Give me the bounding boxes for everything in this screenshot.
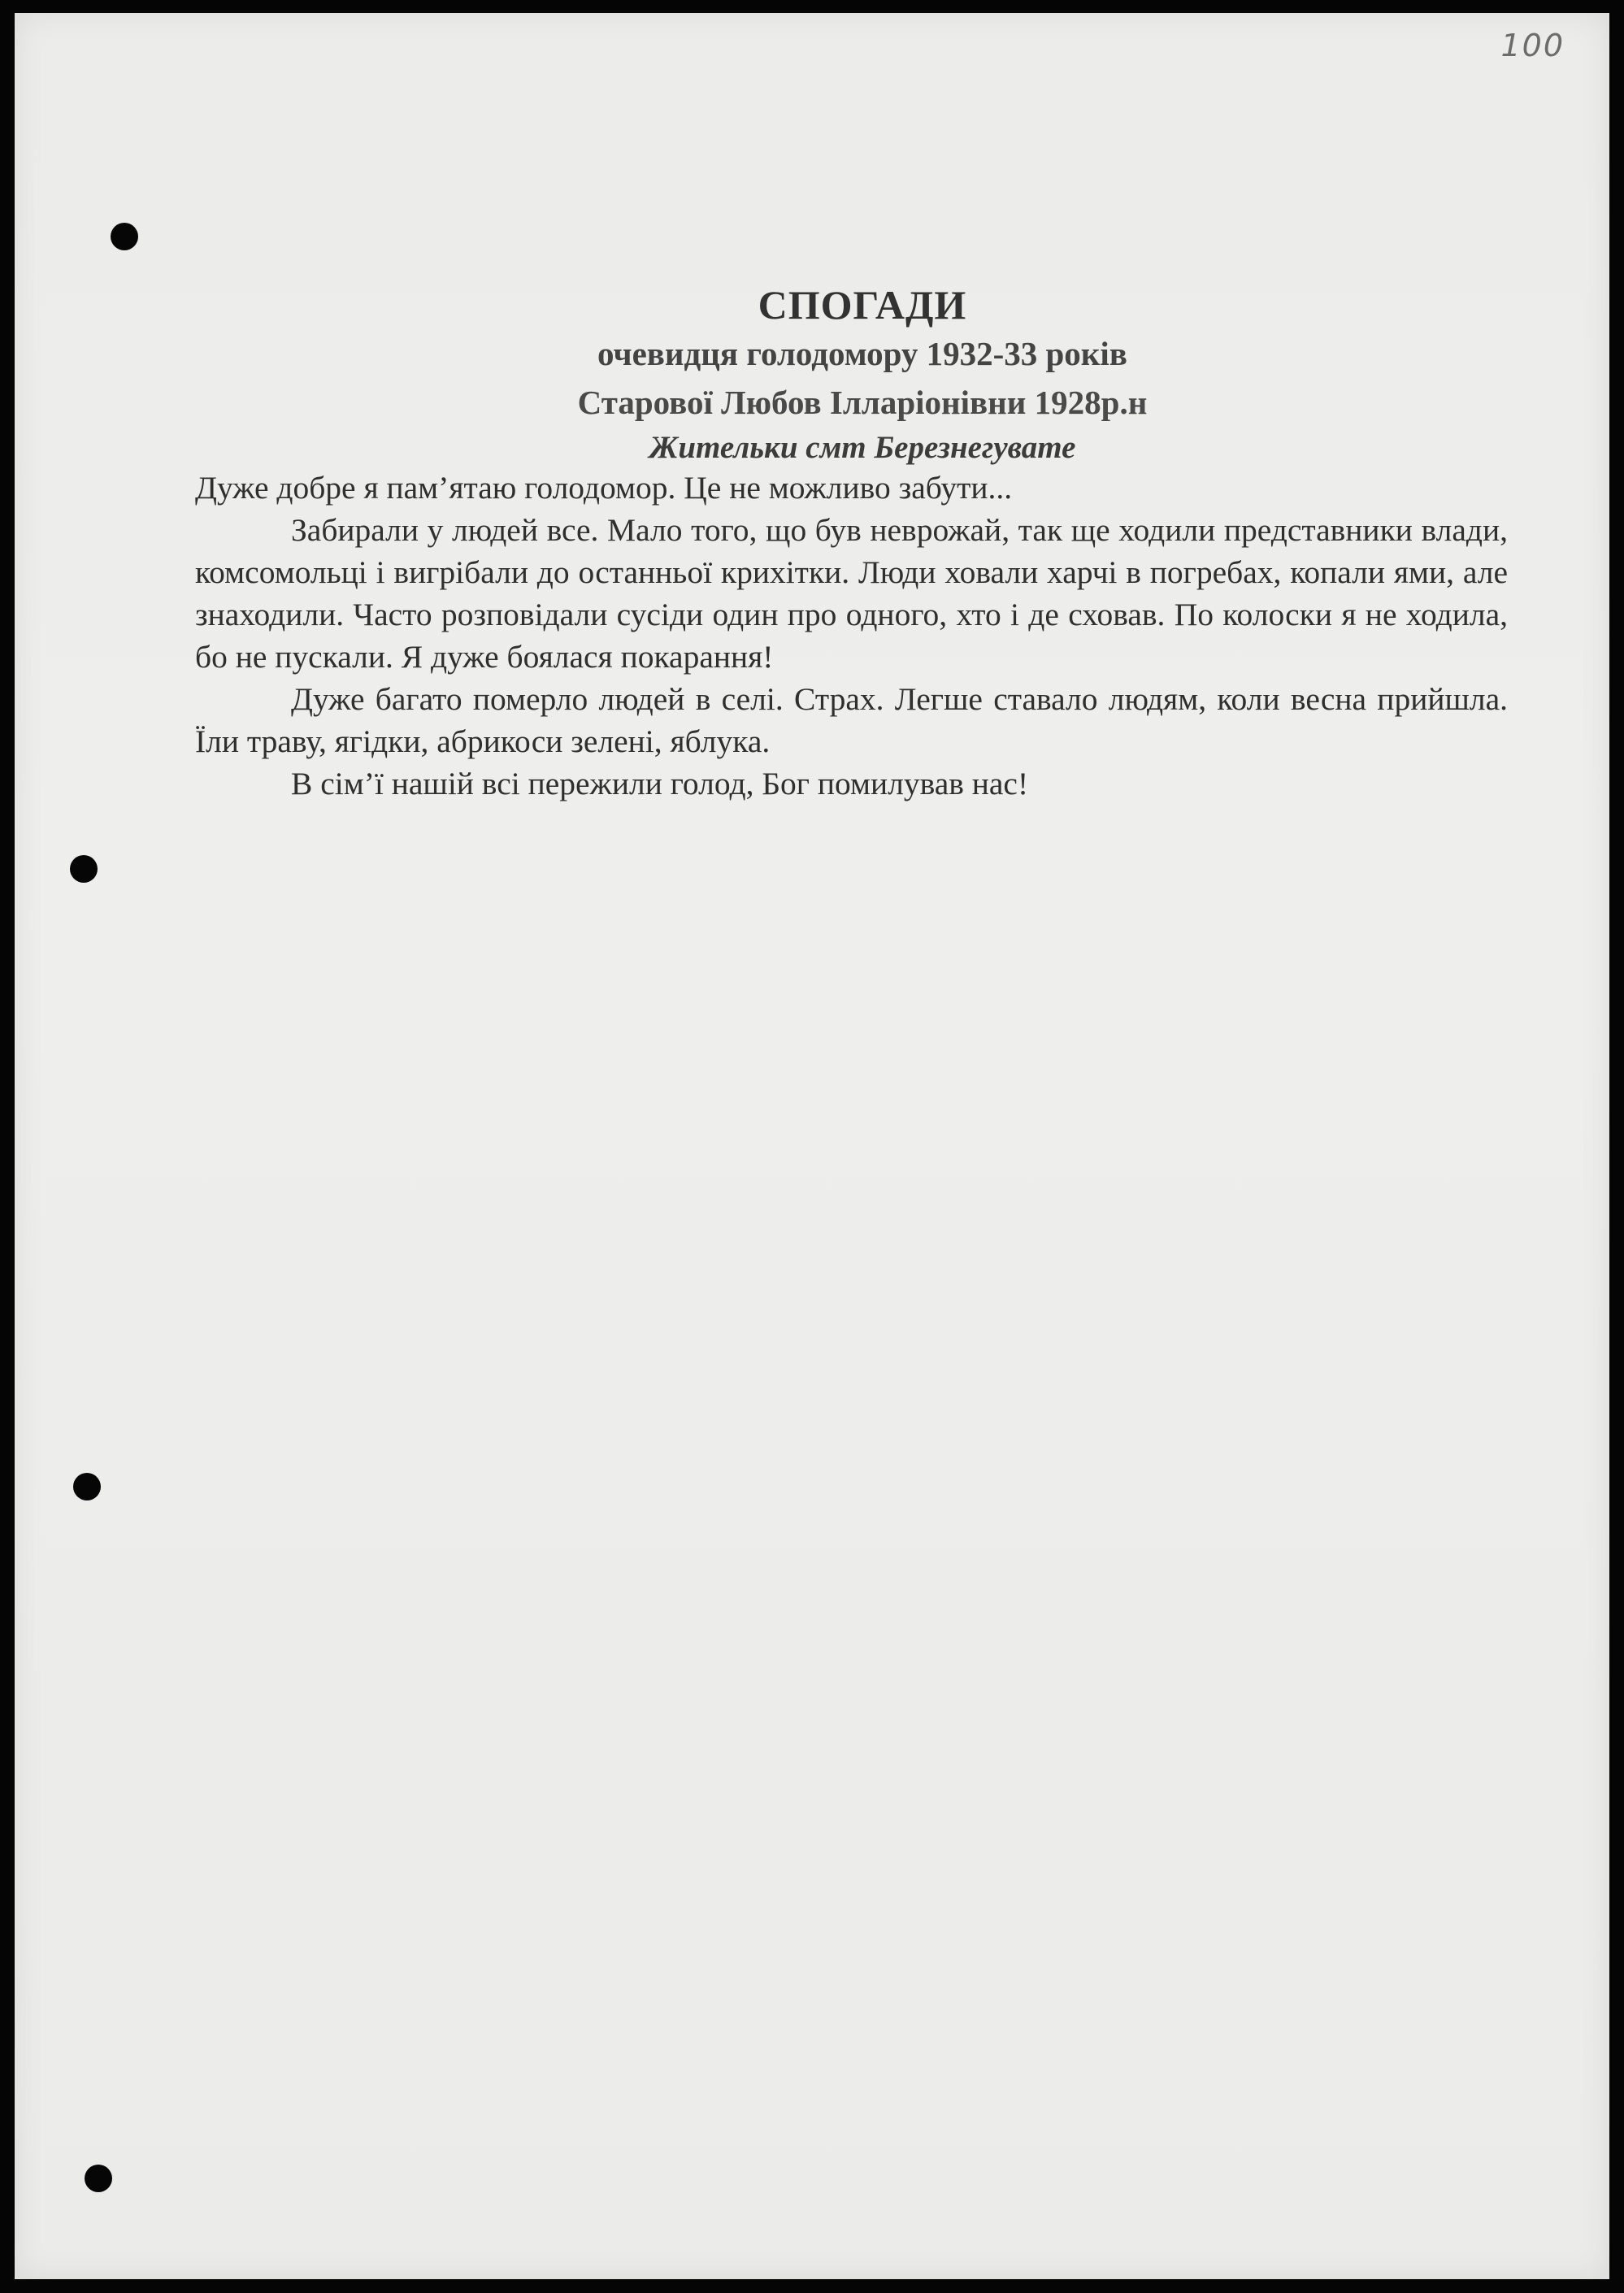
document-subtitle: очевидця голодомору 1932-33 років <box>597 335 1127 372</box>
document-page <box>15 13 1609 2279</box>
memoir-body <box>195 467 1508 805</box>
paragraph: В сім’ї нашій всі пережили голод, Бог помилував нас! <box>291 766 1029 801</box>
witness-name: Старової Любов Ілларіонівни 1928р.н <box>577 384 1148 421</box>
page-number: 100 <box>1500 28 1565 63</box>
paragraph: Забирали у людей все. Мало того, що був неврожай, так ще ходили представники влади, комсомольці і вигрібали до останньої крихітки. Люди ховали харчі в погребах, копали ями, але знаходили. Часто розповідали сусіди один про одного, хто і де сховав. По колоски я не ходила, бо не пускали. Я дуже боялася покарання! <box>195 512 1508 675</box>
paragraph: Дуже добре я пам’ятаю голодомор. Це не можливо забути... <box>195 470 1013 506</box>
paragraph: Дуже багато померло людей в селі. Страх. Легше ставало людям, коли весна прийшла. Їли траву, ягідки, абрикоси зелені, яблука. <box>195 681 1508 759</box>
punch-hole <box>70 855 98 883</box>
punch-hole <box>111 223 138 250</box>
punch-hole <box>85 2165 112 2192</box>
punch-hole <box>73 1473 101 1500</box>
document-title: СПОГАДИ <box>758 282 967 328</box>
witness-residence: Жительки смт Березнегувате <box>649 430 1076 465</box>
